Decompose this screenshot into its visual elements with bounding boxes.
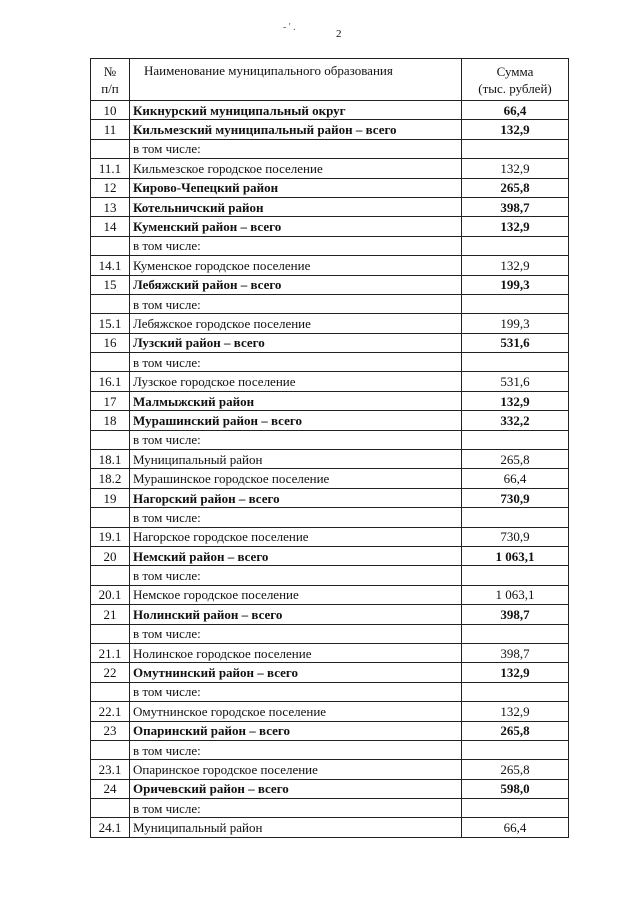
row-number	[91, 353, 130, 372]
row-sum: 332,2	[462, 411, 569, 430]
row-number	[91, 566, 130, 585]
table-row	[91, 469, 569, 488]
row-name: Нолинское городское поселение	[130, 643, 462, 662]
row-name: Лузский район – всего	[130, 333, 462, 352]
row-number	[91, 508, 130, 527]
row-name: Оричевский район – всего	[130, 779, 462, 798]
row-number	[91, 294, 130, 313]
row-sum: 398,7	[462, 197, 569, 216]
row-name: Нагорское городское поселение	[130, 527, 462, 546]
table-row	[91, 217, 569, 236]
allocation-table	[90, 58, 569, 838]
row-number: 19.1	[91, 527, 130, 546]
row-name: Кильмезское городское поселение	[130, 159, 462, 178]
header-sum-line2: (тыс. рублей)	[478, 80, 552, 96]
row-number	[91, 740, 130, 759]
row-name: Нолинский район – всего	[130, 605, 462, 624]
row-sum: 398,7	[462, 643, 569, 662]
table-body	[91, 101, 569, 838]
row-sum: 132,9	[462, 256, 569, 275]
row-name: Немский район – всего	[130, 546, 462, 565]
table-row	[91, 353, 569, 372]
row-sum: 132,9	[462, 217, 569, 236]
row-name: Мурашинское городское поселение	[130, 469, 462, 488]
table-row	[91, 643, 569, 662]
row-name: в том числе:	[130, 430, 462, 449]
row-name: Лебяжское городское поселение	[130, 314, 462, 333]
row-name: в том числе:	[130, 799, 462, 818]
table-row	[91, 101, 569, 120]
row-sum: 265,8	[462, 721, 569, 740]
row-number: 19	[91, 488, 130, 507]
row-name: Кильмезский муниципальный район – всего	[130, 120, 462, 139]
row-number: 15	[91, 275, 130, 294]
table-row	[91, 663, 569, 682]
row-sum	[462, 353, 569, 372]
row-name: Омутнинский район – всего	[130, 663, 462, 682]
table-row	[91, 682, 569, 701]
row-number: 23	[91, 721, 130, 740]
table-row	[91, 488, 569, 507]
table-row	[91, 411, 569, 430]
row-name: в том числе:	[130, 353, 462, 372]
row-sum: 132,9	[462, 702, 569, 721]
row-sum: 598,0	[462, 779, 569, 798]
row-name: Лебяжский район – всего	[130, 275, 462, 294]
table-row	[91, 450, 569, 469]
table-row	[91, 275, 569, 294]
row-number: 11	[91, 120, 130, 139]
row-name: Немское городское поселение	[130, 585, 462, 604]
table-row	[91, 566, 569, 585]
row-number: 12	[91, 178, 130, 197]
row-sum: 66,4	[462, 469, 569, 488]
row-number: 10	[91, 101, 130, 120]
row-name: Омутнинское городское поселение	[130, 702, 462, 721]
row-number: 21	[91, 605, 130, 624]
row-number: 16.1	[91, 372, 130, 391]
table-row	[91, 430, 569, 449]
row-name: Малмыжский район	[130, 391, 462, 410]
row-name: в том числе:	[130, 508, 462, 527]
row-sum	[462, 294, 569, 313]
header-name: Наименование муниципального образования	[130, 59, 462, 101]
row-name: в том числе:	[130, 682, 462, 701]
table-row	[91, 585, 569, 604]
row-number: 11.1	[91, 159, 130, 178]
row-number	[91, 139, 130, 158]
table-row	[91, 256, 569, 275]
row-name: в том числе:	[130, 740, 462, 759]
table-row	[91, 333, 569, 352]
table-row	[91, 546, 569, 565]
row-number: 20	[91, 546, 130, 565]
row-number	[91, 430, 130, 449]
table-row	[91, 740, 569, 759]
row-number: 18	[91, 411, 130, 430]
row-number: 21.1	[91, 643, 130, 662]
row-name: Опаринский район – всего	[130, 721, 462, 740]
row-name: в том числе:	[130, 294, 462, 313]
scan-mark: - ' .	[283, 22, 296, 33]
row-name: Опаринское городское поселение	[130, 760, 462, 779]
row-name: Нагорский район – всего	[130, 488, 462, 507]
row-number	[91, 624, 130, 643]
row-number: 17	[91, 391, 130, 410]
table-row	[91, 236, 569, 255]
row-name: Мурашинский район – всего	[130, 411, 462, 430]
table-row	[91, 294, 569, 313]
row-sum	[462, 682, 569, 701]
row-sum	[462, 430, 569, 449]
header-sum	[462, 59, 569, 101]
row-sum: 265,8	[462, 178, 569, 197]
row-sum: 398,7	[462, 605, 569, 624]
header-number	[91, 59, 130, 101]
row-number: 22.1	[91, 702, 130, 721]
table-row	[91, 624, 569, 643]
row-number: 22	[91, 663, 130, 682]
row-name: Лузское городское поселение	[130, 372, 462, 391]
header-number-line2: п/п	[101, 80, 119, 96]
row-sum: 132,9	[462, 120, 569, 139]
table-row	[91, 508, 569, 527]
row-number: 20.1	[91, 585, 130, 604]
row-number	[91, 799, 130, 818]
row-name: в том числе:	[130, 566, 462, 585]
row-name: в том числе:	[130, 236, 462, 255]
row-number: 13	[91, 197, 130, 216]
row-sum	[462, 566, 569, 585]
row-number: 24.1	[91, 818, 130, 837]
row-number: 16	[91, 333, 130, 352]
row-sum: 265,8	[462, 450, 569, 469]
table-header-row	[91, 59, 569, 101]
row-sum: 66,4	[462, 818, 569, 837]
row-sum	[462, 740, 569, 759]
table-row	[91, 818, 569, 837]
table-row	[91, 799, 569, 818]
row-sum: 730,9	[462, 488, 569, 507]
row-sum: 66,4	[462, 101, 569, 120]
row-sum	[462, 799, 569, 818]
row-number	[91, 682, 130, 701]
row-name: в том числе:	[130, 139, 462, 158]
row-number	[91, 236, 130, 255]
table-row	[91, 139, 569, 158]
table-row	[91, 178, 569, 197]
row-number: 24	[91, 779, 130, 798]
row-sum: 132,9	[462, 159, 569, 178]
table-row	[91, 779, 569, 798]
row-sum	[462, 508, 569, 527]
row-name: Котельничский район	[130, 197, 462, 216]
table-row	[91, 391, 569, 410]
table-row	[91, 120, 569, 139]
row-sum: 531,6	[462, 372, 569, 391]
row-number: 18.2	[91, 469, 130, 488]
row-number: 18.1	[91, 450, 130, 469]
table-row	[91, 721, 569, 740]
row-name: Куменское городское поселение	[130, 256, 462, 275]
row-name: Кикнурский муниципальный округ	[130, 101, 462, 120]
table-row	[91, 372, 569, 391]
table-row	[91, 314, 569, 333]
row-sum: 1 063,1	[462, 585, 569, 604]
row-sum: 1 063,1	[462, 546, 569, 565]
table-row	[91, 527, 569, 546]
row-name: Муниципальный район	[130, 450, 462, 469]
row-sum: 132,9	[462, 663, 569, 682]
row-sum: 730,9	[462, 527, 569, 546]
row-number: 15.1	[91, 314, 130, 333]
row-name: Муниципальный район	[130, 818, 462, 837]
row-number: 14	[91, 217, 130, 236]
row-sum: 531,6	[462, 333, 569, 352]
row-sum: 132,9	[462, 391, 569, 410]
row-sum: 199,3	[462, 314, 569, 333]
row-name: в том числе:	[130, 624, 462, 643]
table-row	[91, 702, 569, 721]
row-number: 14.1	[91, 256, 130, 275]
row-number: 23.1	[91, 760, 130, 779]
header-number-line1: №	[103, 63, 117, 79]
header-sum-line1: Сумма	[496, 63, 534, 79]
table-row	[91, 159, 569, 178]
row-sum: 199,3	[462, 275, 569, 294]
row-sum	[462, 236, 569, 255]
table-row	[91, 605, 569, 624]
row-name: Кирово-Чепецкий район	[130, 178, 462, 197]
row-name: Куменский район – всего	[130, 217, 462, 236]
page-number: 2	[336, 28, 342, 40]
row-sum	[462, 624, 569, 643]
row-sum	[462, 139, 569, 158]
table-row	[91, 760, 569, 779]
row-sum: 265,8	[462, 760, 569, 779]
table-row	[91, 197, 569, 216]
